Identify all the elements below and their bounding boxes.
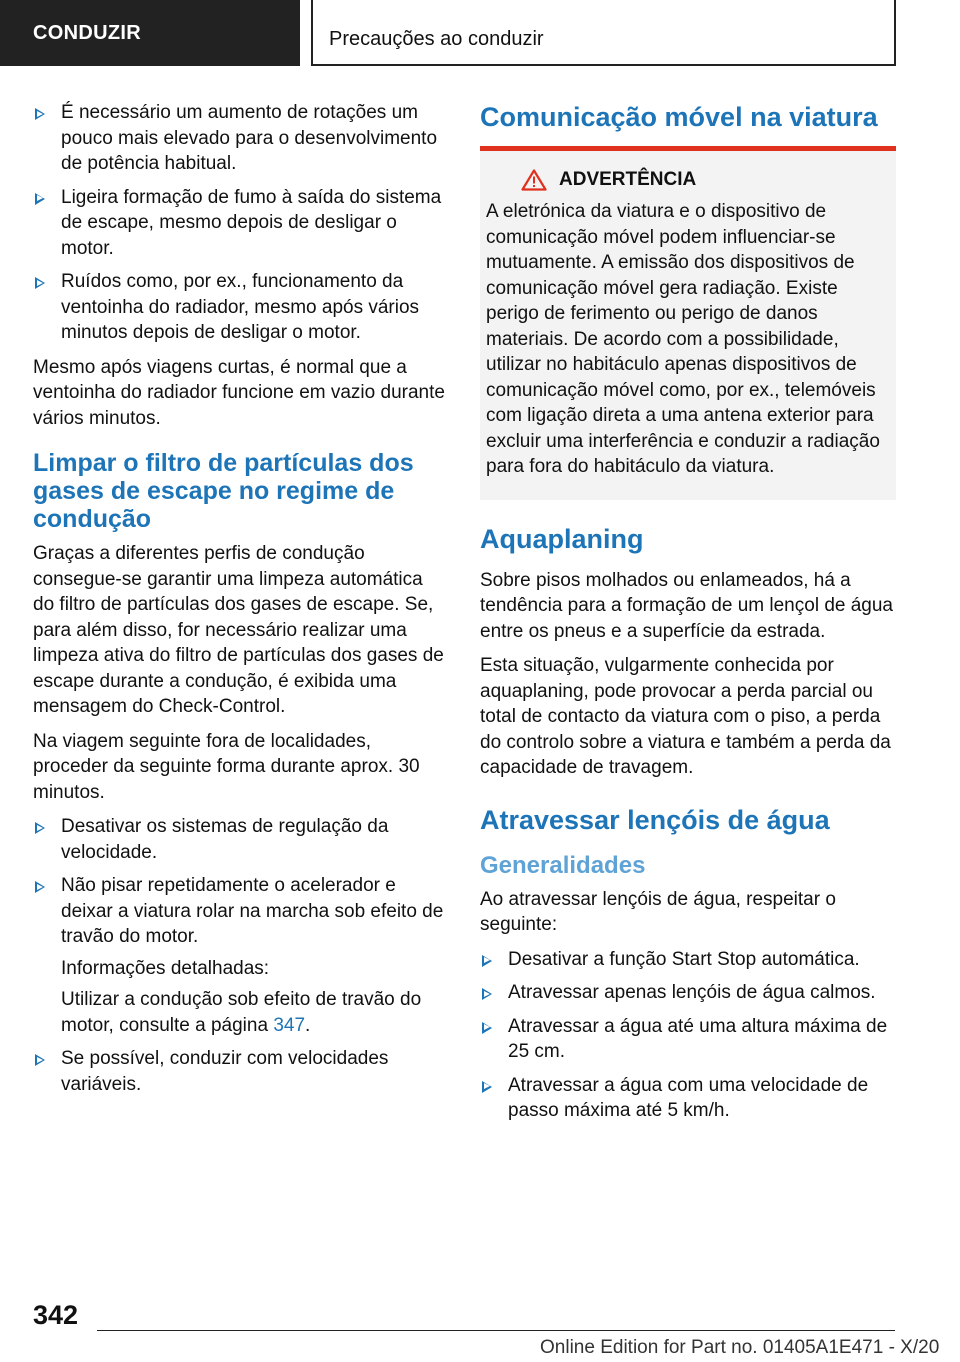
list-item: Atravessar apenas lençóis de água calmos. xyxy=(480,980,896,1006)
triangle-bullet-icon xyxy=(35,108,45,120)
info-text: Utilizar a condução sob efeito de travão do motor, consulte a página 347. xyxy=(61,989,422,1036)
triangle-bullet-icon xyxy=(35,1054,45,1066)
list-item: Se possível, conduzir com velocidades variáveis. xyxy=(33,1046,447,1097)
triangle-bullet-icon xyxy=(482,1022,492,1034)
list-item: Atravessar a água até uma altura máxima de 25 cm. xyxy=(480,1014,896,1065)
list-item: É necessário um aumento de rotações um pouco mais elevado para o desenvolvimento de potência habitual. xyxy=(33,100,447,177)
bullet-list xyxy=(33,100,447,346)
page-reference-link[interactable]: 347 xyxy=(273,1014,306,1036)
triangle-bullet-icon xyxy=(35,881,45,893)
paragraph: Mesmo após viagens curtas, é normal que a ventoinha do radiador funcione em vazio durante vários minutos. xyxy=(33,356,445,429)
list-item: Ligeira formação de fumo à saída do sistema de escape, mesmo depois de desligar o motor. xyxy=(33,185,447,262)
edition-note: Online Edition for Part no. 01405A1E471 - X/20 xyxy=(540,1337,940,1358)
triangle-bullet-icon xyxy=(482,988,492,1000)
section-heading: Comunicação móvel na viatura xyxy=(480,102,878,132)
triangle-bullet-icon xyxy=(482,955,492,967)
list-item: Não pisar repetidamente o acelerador e deixar a viatura rolar na marcha sob efeito de travão do motor. Informações detalhadas: Utilizar a condução sob efeito de travão do motor, consulte a página 347. xyxy=(33,873,447,1038)
paragraph: Graças a diferentes perfis de condução consegue-se garantir uma limpeza automática do filtro de partículas dos gases de escape. Se, para além disso, for necessário realizar uma limpeza ativa do filtro de partículas dos gases de escape durante a condução, é exibida uma mensagem do Check-Control. xyxy=(33,543,444,717)
triangle-bullet-icon xyxy=(35,193,45,205)
list-item: Desativar a função Start Stop automática. xyxy=(480,947,896,973)
info-label: Informações detalhadas: xyxy=(61,957,270,979)
paragraph: Ao atravessar lençóis de água, respeitar o seguinte: xyxy=(480,888,836,935)
bullet-list xyxy=(480,947,896,1124)
paragraph: Sobre pisos molhados ou enlameados, há a tendência para a formação de um lençol de água entre os pneus e a superfície da estrada. xyxy=(480,569,893,642)
section-tab: CONDUZIR xyxy=(0,0,300,66)
bullet-list xyxy=(33,814,447,1097)
triangle-bullet-icon xyxy=(482,1081,492,1093)
paragraph: Na viagem seguinte fora de localidades, proceder da seguinte forma durante aprox. 30 minutos. xyxy=(33,730,420,803)
section-heading: Limpar o filtro de partículas dos gases de escape no regime de condução xyxy=(33,449,414,533)
warning-box xyxy=(480,146,896,500)
footer-divider xyxy=(97,1330,895,1331)
left-column xyxy=(33,100,447,1106)
subsection-heading: Generalidades xyxy=(480,851,646,879)
warning-text: A eletrónica da viatura e o dispositivo de comunicação móvel podem influenciar-se mutuamente. A emissão dos dispositivos de comunicação móvel gera radiação. Existe perigo de ferimento ou perigo de danos materiais. De acordo com a possibilidade, utilizar no habitáculo apenas dispositivos de comunicação móvel como, por ex., telemóveis com ligação direta a uma antena exterior para excluir uma interferência e conduzir a radiação para fora do habitáculo da viatura. xyxy=(486,201,880,477)
list-item: Desativar os sistemas de regulação da velocidade. xyxy=(33,814,447,865)
triangle-bullet-icon xyxy=(35,277,45,289)
page-header xyxy=(0,0,960,66)
warning-title: ADVERTÊNCIA xyxy=(559,169,697,190)
topic-title: Precauções ao conduzir xyxy=(311,0,896,66)
warning-header xyxy=(521,169,890,191)
warning-triangle-icon xyxy=(521,169,547,191)
triangle-bullet-icon xyxy=(35,822,45,834)
section-heading: Atravessar lençóis de água xyxy=(480,804,830,835)
page-number: 342 xyxy=(33,1300,79,1330)
list-item: Ruídos como, por ex., funcionamento da ventoinha do radiador, mesmo após vários minutos depois de desligar o motor. xyxy=(33,269,447,346)
section-heading: Aquaplaning xyxy=(480,523,644,554)
right-column xyxy=(480,100,896,1133)
list-item: Atravessar a água com uma velocidade de passo máxima até 5 km/h. xyxy=(480,1073,896,1124)
paragraph: Esta situação, vulgarmente conhecida por aquaplaning, pode provocar a perda parcial ou total de contacto da viatura com o piso, a perda do controlo sobre a viatura e também a perda da capacidade de travagem. xyxy=(480,655,891,778)
